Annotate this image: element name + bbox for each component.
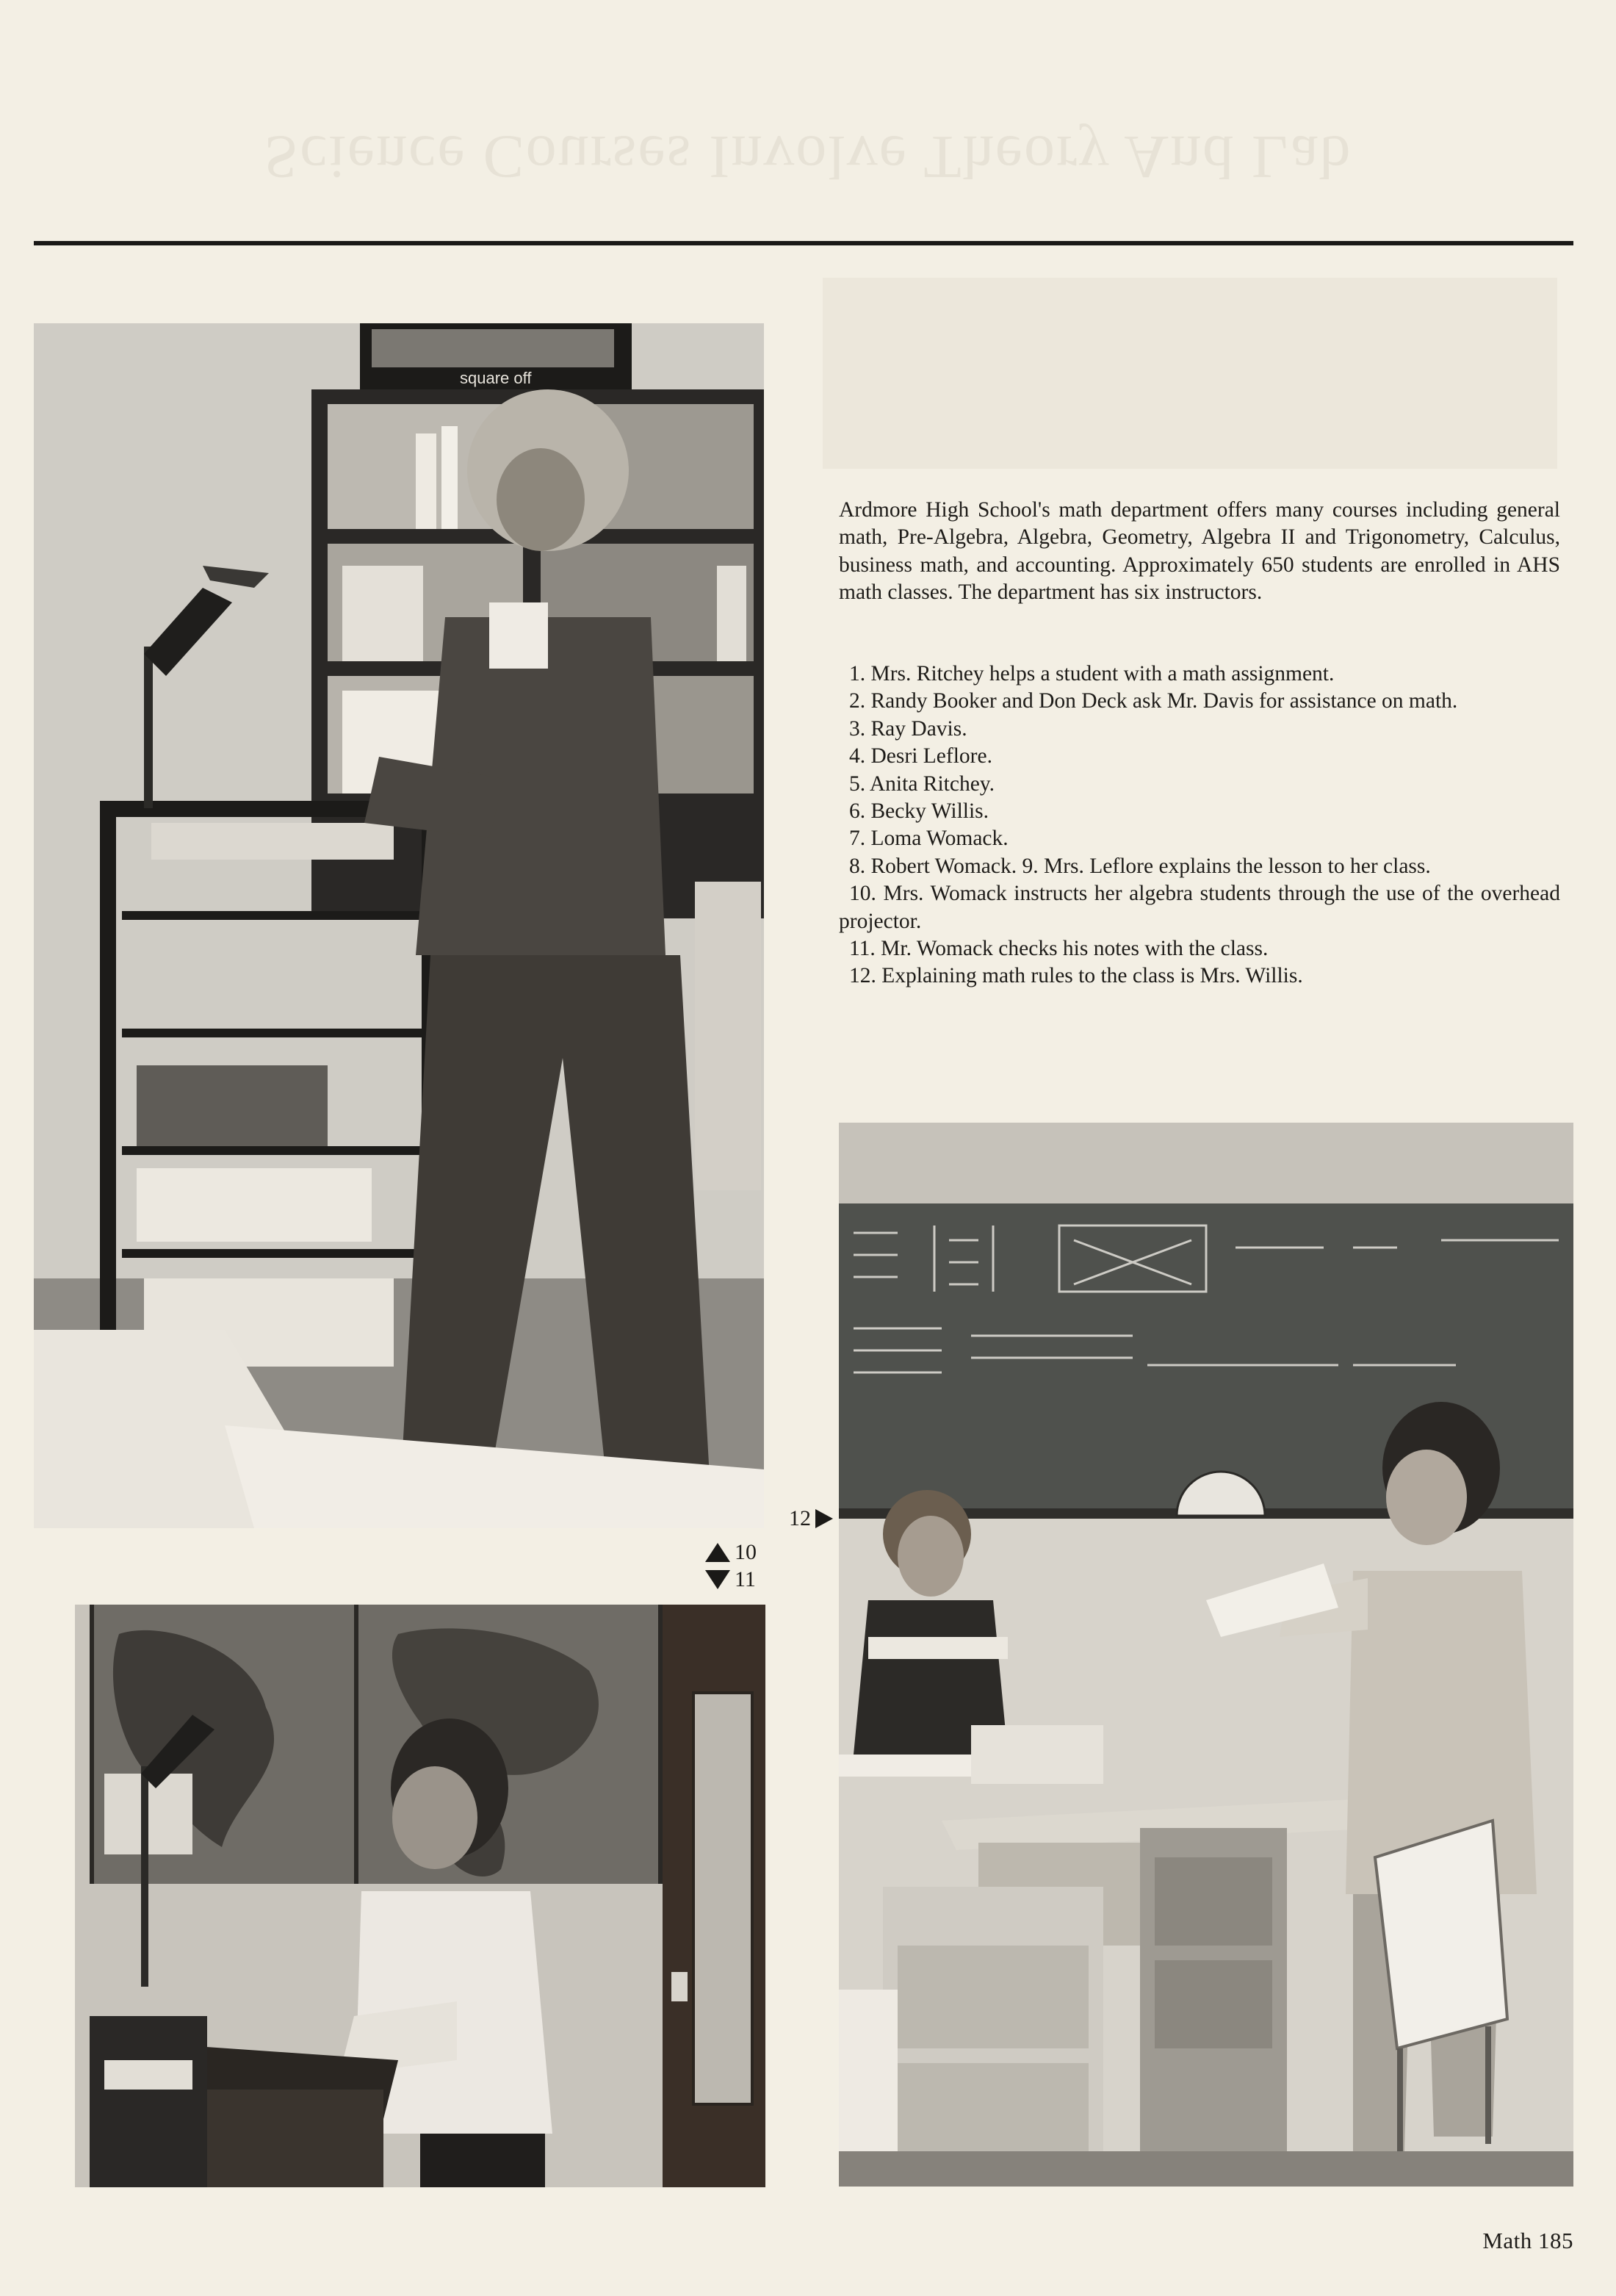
ghost-title-show-through: Science Courses Involve Theory And Lab bbox=[264, 123, 1352, 191]
photo-marker-label: 12 bbox=[789, 1506, 811, 1530]
triangle-right-icon bbox=[815, 1509, 833, 1528]
photo-11 bbox=[75, 1605, 765, 2187]
caption-3: 3. Ray Davis. bbox=[849, 716, 967, 741]
caption-11: 11. Mr. Womack checks his notes with the class. bbox=[849, 937, 1269, 961]
caption-12: 12. Explaining math rules to the class is Mrs. Willis. bbox=[849, 964, 1303, 988]
captions-list bbox=[839, 661, 1560, 990]
photo-10 bbox=[34, 323, 764, 1528]
photo-marker-label: 11 bbox=[735, 1567, 756, 1591]
caption-5: 5. Anita Ritchey. bbox=[849, 771, 995, 796]
caption-7: 7. Loma Womack. bbox=[849, 827, 1009, 851]
photo-marker-label: 10 bbox=[735, 1540, 757, 1564]
intro-paragraph: Ardmore High School's math department offers many courses including general math, Pre-Algebra, Algebra, Geometry, Algebra II and Trigonometry, Calculus, business math, and accounting. Approximately 650 students are enrolled in AHS math classes. The department has six instructors. bbox=[839, 498, 1560, 605]
folio-section: Math bbox=[1482, 2228, 1532, 2253]
caption-1: 1. Mrs. Ritchey helps a student with a math assignment. bbox=[849, 662, 1335, 685]
caption-6: 6. Becky Willis. bbox=[849, 799, 989, 824]
ghost-text-show-through bbox=[823, 278, 1557, 469]
photo-12 bbox=[839, 1123, 1573, 2187]
triangle-down-icon bbox=[705, 1570, 730, 1589]
photo-marker-11 bbox=[705, 1567, 756, 1592]
caption-10: 10. Mrs. Womack instructs her algebra students through the use of the overhead projector. bbox=[839, 882, 1560, 933]
caption-2: 2. Randy Booker and Don Deck ask Mr. Davis for assistance on math. bbox=[849, 689, 1458, 713]
caption-8: 8. Robert Womack. 9. Mrs. Leflore explains the lesson to her class. bbox=[849, 854, 1431, 878]
triangle-up-icon bbox=[705, 1543, 730, 1562]
page-folio bbox=[1482, 2228, 1573, 2254]
poster-text: square off bbox=[460, 369, 532, 387]
caption-4: 4. Desri Leflore. bbox=[849, 744, 992, 769]
photo-marker-10 bbox=[705, 1540, 757, 1565]
photo-marker-12 bbox=[789, 1506, 833, 1531]
header-rule bbox=[34, 241, 1573, 245]
folio-page-number: 185 bbox=[1538, 2228, 1573, 2253]
